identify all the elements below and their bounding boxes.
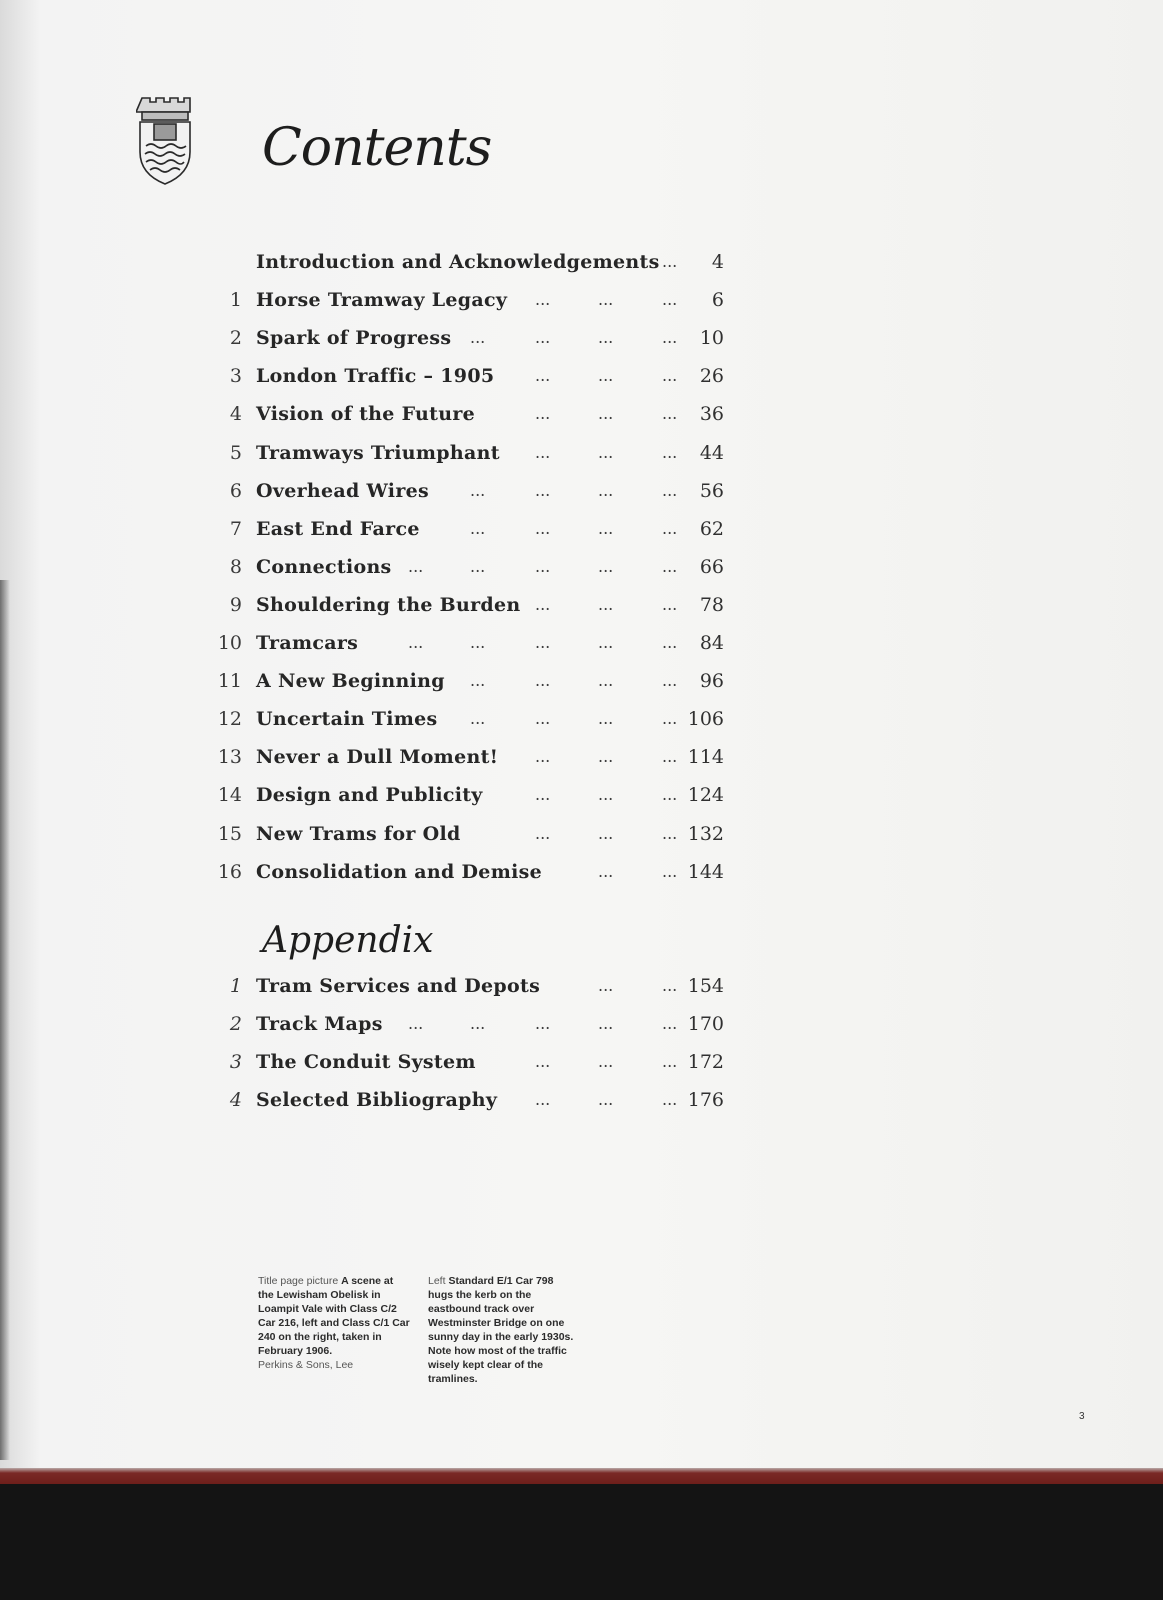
entry-number: 2 (229, 327, 242, 350)
entry-number: 7 (229, 517, 242, 540)
entry-title: Vision of the Future (256, 403, 476, 426)
entry-title: Tram Services and Depots (256, 975, 541, 997)
dot-leader: ... (598, 1090, 614, 1109)
dot-leader: ... (662, 785, 678, 805)
caption-left-photo (428, 1274, 580, 1386)
dot-leader: ... (662, 861, 678, 881)
entry-title: A New Beginning (256, 670, 445, 693)
dot-leader: ... (535, 290, 551, 310)
dot-leader: ... (662, 671, 678, 691)
entry-page: 26 (699, 365, 724, 388)
dot-leader: ... (535, 556, 551, 576)
entry-page: 6 (711, 289, 724, 312)
entry-page: 172 (687, 1051, 724, 1073)
entry-title: Consolidation and Demise (256, 860, 543, 883)
dot-leader: ... (535, 1014, 551, 1033)
entry-page: 132 (687, 822, 724, 845)
contents-entry (210, 821, 730, 847)
entry-title: East End Farce (256, 517, 420, 540)
entry-title: Spark of Progress (256, 327, 452, 350)
caption-lead: Title page picture (258, 1275, 339, 1287)
entry-number: 13 (217, 746, 242, 769)
entry-title: Never a Dull Moment! (256, 746, 499, 769)
dot-leader: ... (535, 709, 551, 729)
contents-entry (210, 478, 730, 504)
dot-leader: ... (662, 1052, 678, 1071)
contents-entry (210, 744, 730, 770)
entry-title: London Traffic – 1905 (256, 365, 495, 388)
dot-leader: ... (598, 823, 614, 843)
entry-page: 176 (687, 1089, 724, 1111)
caption-lead: Left (428, 1275, 446, 1287)
dot-leader: ... (662, 442, 678, 462)
contents-entry (210, 287, 730, 313)
dot-leader: ... (598, 556, 614, 576)
dot-leader: ... (598, 747, 614, 767)
dot-leader: ... (408, 1014, 424, 1033)
entry-page: 78 (699, 593, 724, 616)
entry-number: 4 (229, 403, 242, 426)
dot-leader: ... (662, 366, 678, 386)
dot-leader: ... (470, 671, 486, 691)
appendix-entry (210, 1049, 730, 1075)
book-cover-edge (0, 1468, 1163, 1484)
dot-leader: ... (662, 290, 678, 310)
entry-number: 2 (229, 1013, 242, 1035)
dot-leader: ... (470, 1014, 486, 1033)
entry-title: Tramways Triumphant (256, 441, 500, 464)
dot-leader: ... (598, 480, 614, 500)
entry-page: 36 (699, 403, 724, 426)
dot-leader: ... (535, 823, 551, 843)
contents-entry (210, 554, 730, 580)
entry-page: 4 (711, 251, 724, 273)
background-surface (0, 1484, 1163, 1600)
entry-number: 14 (217, 784, 242, 807)
contents-entry (210, 249, 730, 275)
dot-leader: ... (598, 709, 614, 729)
dot-leader: ... (598, 518, 614, 538)
contents-entry (210, 363, 730, 389)
dot-leader: ... (470, 328, 486, 348)
dot-leader: ... (535, 480, 551, 500)
dot-leader: ... (662, 823, 678, 843)
dot-leader: ... (535, 633, 551, 652)
dot-leader: ... (598, 1014, 614, 1033)
dot-leader: ... (408, 633, 424, 652)
entry-number: 4 (229, 1089, 242, 1111)
contents-entry (210, 782, 730, 808)
entry-title: Overhead Wires (256, 479, 430, 502)
contents-entry (210, 859, 730, 885)
dot-leader: ... (662, 252, 678, 271)
dot-leader: ... (535, 518, 551, 538)
dot-leader: ... (662, 1090, 678, 1109)
dot-leader: ... (535, 1090, 551, 1109)
entry-title: Introduction and Acknowledgements (256, 251, 660, 273)
page-title: Contents (262, 118, 492, 178)
gutter-shadow (0, 580, 10, 1460)
entry-number: 12 (217, 708, 242, 731)
entry-page: 84 (699, 632, 724, 654)
dot-leader: ... (598, 328, 614, 348)
entry-page: 66 (699, 555, 724, 578)
appendix-entry (210, 973, 730, 999)
dot-leader: ... (662, 976, 678, 995)
dot-leader: ... (662, 328, 678, 348)
dot-leader: ... (662, 518, 678, 538)
contents-entry (210, 516, 730, 542)
dot-leader: ... (662, 1014, 678, 1033)
entry-title: Tramcars (256, 632, 359, 654)
dot-leader: ... (662, 747, 678, 767)
entry-page: 114 (687, 746, 724, 769)
appendix-title: Appendix (262, 920, 434, 961)
contents-entry (210, 325, 730, 351)
dot-leader: ... (662, 633, 678, 652)
contents-entry (210, 592, 730, 618)
caption-title-page (258, 1274, 410, 1372)
dot-leader: ... (470, 480, 486, 500)
dot-leader: ... (535, 366, 551, 386)
entry-number: 3 (229, 1051, 242, 1073)
entry-page: 124 (687, 784, 724, 807)
entry-number: 3 (229, 365, 242, 388)
dot-leader: ... (598, 594, 614, 614)
dot-leader: ... (598, 366, 614, 386)
entry-page: 62 (699, 517, 724, 540)
dot-leader: ... (535, 747, 551, 767)
dot-leader: ... (598, 290, 614, 310)
entry-page: 106 (687, 708, 724, 731)
dot-leader: ... (662, 709, 678, 729)
dot-leader: ... (535, 404, 551, 424)
dot-leader: ... (598, 404, 614, 424)
borough-crest-icon (136, 94, 194, 186)
dot-leader: ... (662, 556, 678, 576)
dot-leader: ... (598, 785, 614, 805)
entry-page: 144 (687, 860, 724, 883)
dot-leader: ... (662, 480, 678, 500)
page-number: 3 (1079, 1411, 1085, 1422)
entry-number: 9 (229, 593, 242, 616)
dot-leader: ... (598, 633, 614, 652)
entry-number: 5 (229, 441, 242, 464)
contents-entry (210, 630, 730, 656)
dot-leader: ... (535, 785, 551, 805)
caption-body: Standard E/1 Car 798 hugs the kerb on the eastbound track over Westminster Bridge on one sunny day in the early 1930s. Note how most of the traffic wisely kept clear of the tramlines. (428, 1275, 574, 1385)
dot-leader: ... (408, 556, 424, 576)
dot-leader: ... (598, 671, 614, 691)
dot-leader: ... (535, 594, 551, 614)
entry-page: 96 (699, 670, 724, 693)
entry-number: 11 (217, 670, 242, 693)
photo-credit: Perkins & Sons, Lee (258, 1359, 354, 1371)
entry-number: 10 (217, 632, 242, 654)
contents-entry (210, 706, 730, 732)
entry-page: 10 (699, 327, 724, 350)
appendix-entry (210, 1087, 730, 1113)
contents-entry (210, 401, 730, 427)
dot-leader: ... (662, 594, 678, 614)
entry-number: 1 (229, 289, 242, 312)
entry-title: The Conduit System (256, 1051, 476, 1073)
entry-title: Uncertain Times (256, 708, 438, 731)
dot-leader: ... (598, 442, 614, 462)
dot-leader: ... (535, 1052, 551, 1071)
entry-title: Connections (256, 555, 392, 578)
dot-leader: ... (662, 404, 678, 424)
dot-leader: ... (470, 556, 486, 576)
appendix-entry (210, 1011, 730, 1037)
entry-page: 44 (699, 441, 724, 464)
contents-entry (210, 668, 730, 694)
entry-title: New Trams for Old (256, 822, 461, 845)
contents-entry (210, 440, 730, 466)
dot-leader: ... (470, 633, 486, 652)
dot-leader: ... (470, 709, 486, 729)
entry-number: 15 (217, 822, 242, 845)
entry-number: 8 (229, 555, 242, 578)
caption-body: A scene at the Lewisham Obelisk in Loampit Vale with Class C/2 Car 216, left and Class C/1 Car 240 on the right, taken in February 1906. (258, 1275, 410, 1357)
dot-leader: ... (470, 518, 486, 538)
entry-number: 16 (217, 860, 242, 883)
entry-title: Horse Tramway Legacy (256, 289, 508, 312)
entry-page: 154 (687, 975, 724, 997)
entry-page: 170 (687, 1013, 724, 1035)
entry-title: Design and Publicity (256, 784, 483, 807)
dot-leader: ... (598, 861, 614, 881)
dot-leader: ... (598, 1052, 614, 1071)
entry-title: Selected Bibliography (256, 1089, 498, 1111)
dot-leader: ... (598, 976, 614, 995)
dot-leader: ... (535, 328, 551, 348)
entry-title: Shouldering the Burden (256, 593, 521, 616)
dot-leader: ... (535, 442, 551, 462)
entry-title: Track Maps (256, 1013, 383, 1035)
entry-number: 6 (229, 479, 242, 502)
entry-number: 1 (229, 975, 242, 997)
dot-leader: ... (535, 671, 551, 691)
entry-page: 56 (699, 479, 724, 502)
